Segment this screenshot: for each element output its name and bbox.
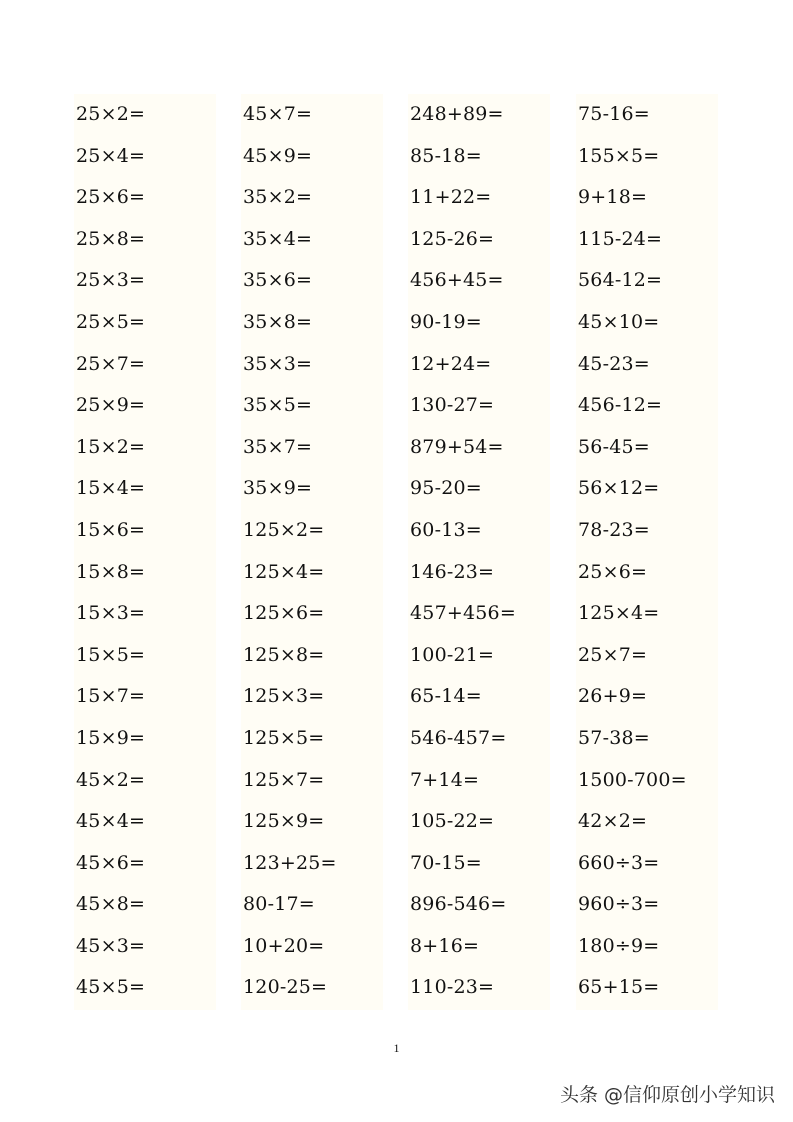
problem-item: 110-23=: [410, 976, 495, 999]
problem-item: 35×6=: [243, 269, 313, 292]
problem-item: 45×10=: [578, 310, 660, 333]
problem-item: 25×2=: [76, 103, 146, 125]
problem-item: 125×8=: [243, 643, 325, 666]
problem-item: 95-20=: [410, 477, 482, 500]
problem-item: 90-19=: [410, 310, 482, 333]
problem-item: 100-21=: [410, 643, 495, 666]
problem-item: 42×2=: [578, 810, 648, 833]
problem-item: 75-16=: [578, 103, 650, 125]
problem-item: 15×9=: [76, 726, 146, 749]
problem-item: 115-24=: [578, 227, 663, 250]
problem-item: 35×3=: [243, 352, 313, 375]
problem-item: 546-457=: [410, 726, 507, 749]
problem-item: 35×9=: [243, 477, 313, 500]
problem-item: 12+24=: [410, 352, 492, 375]
problem-item: 660÷3=: [578, 851, 660, 874]
problem-item: 180÷9=: [578, 934, 660, 957]
problem-item: 25×3=: [76, 269, 146, 292]
problem-item: 15×6=: [76, 518, 146, 541]
problem-item: 7+14=: [410, 768, 480, 791]
problem-item: 10+20=: [243, 934, 325, 957]
problem-item: 11+22=: [410, 186, 492, 209]
problem-item: 25×7=: [76, 352, 146, 375]
problem-item: 80-17=: [243, 893, 315, 916]
problem-item: 25×7=: [578, 643, 648, 666]
problem-item: 45×8=: [76, 893, 146, 916]
problem-item: 26+9=: [578, 685, 648, 708]
problem-item: 45×3=: [76, 934, 146, 957]
problem-item: 78-23=: [578, 518, 650, 541]
problem-item: 125×7=: [243, 768, 325, 791]
problem-item: 45×6=: [76, 851, 146, 874]
problem-item: 1500-700=: [578, 768, 687, 791]
problem-item: 15×8=: [76, 560, 146, 583]
problem-item: 125×4=: [578, 602, 660, 625]
problem-item: 130-27=: [410, 394, 495, 417]
problem-item: 85-18=: [410, 144, 482, 167]
problem-item: 45×7=: [243, 103, 313, 125]
problem-item: 45×2=: [76, 768, 146, 791]
problem-item: 457+456=: [410, 602, 516, 625]
problem-item: 456+45=: [410, 269, 504, 292]
problem-item: 35×8=: [243, 310, 313, 333]
problem-item: 25×8=: [76, 227, 146, 250]
problem-item: 125×9=: [243, 810, 325, 833]
problem-item: 15×7=: [76, 685, 146, 708]
problem-item: 105-22=: [410, 810, 495, 833]
problem-item: 125×3=: [243, 685, 325, 708]
problem-item: 248+89=: [410, 103, 504, 125]
problem-column-3: [408, 94, 550, 1010]
problem-item: 125×6=: [243, 602, 325, 625]
problem-item: 60-13=: [410, 518, 482, 541]
problem-item: 65-14=: [410, 685, 482, 708]
problem-item: 896-546=: [410, 893, 507, 916]
problem-item: 70-15=: [410, 851, 482, 874]
problem-item: 35×5=: [243, 394, 313, 417]
problem-item: 56×12=: [578, 477, 660, 500]
problem-item: 15×4=: [76, 477, 146, 500]
problem-item: 125×2=: [243, 518, 325, 541]
problem-column-1: [74, 94, 216, 1010]
problem-item: 25×4=: [76, 144, 146, 167]
problem-item: 25×6=: [578, 560, 648, 583]
problem-item: 960÷3=: [578, 893, 660, 916]
problem-item: 15×2=: [76, 435, 146, 458]
problem-item: 25×9=: [76, 394, 146, 417]
problem-item: 120-25=: [243, 976, 328, 999]
problem-item: 45×5=: [76, 976, 146, 999]
problem-item: 56-45=: [578, 435, 650, 458]
problem-item: 65+15=: [578, 976, 660, 999]
problem-item: 45×4=: [76, 810, 146, 833]
problem-item: 15×3=: [76, 602, 146, 625]
problem-item: 25×6=: [76, 186, 146, 209]
problem-item: 35×4=: [243, 227, 313, 250]
problem-column-2: [241, 94, 383, 1010]
problem-item: 123+25=: [243, 851, 337, 874]
source-watermark: 头条 @信仰原创小学知识: [559, 1084, 775, 1106]
problem-item: 35×7=: [243, 435, 313, 458]
problem-item: 15×5=: [76, 643, 146, 666]
problem-column-4: [576, 94, 718, 1010]
problem-item: 9+18=: [578, 186, 648, 209]
page-number: 1: [393, 1041, 400, 1055]
problem-item: 35×2=: [243, 186, 313, 209]
problem-item: 146-23=: [410, 560, 495, 583]
problem-item: 45-23=: [578, 352, 650, 375]
problem-item: 45×9=: [243, 144, 313, 167]
problem-item: 25×5=: [76, 310, 146, 333]
problem-item: 456-12=: [578, 394, 663, 417]
problem-item: 125-26=: [410, 227, 495, 250]
problem-item: 564-12=: [578, 269, 663, 292]
problem-item: 155×5=: [578, 144, 660, 167]
problem-item: 125×4=: [243, 560, 325, 583]
problem-item: 8+16=: [410, 934, 480, 957]
problem-item: 57-38=: [578, 726, 650, 749]
problem-item: 125×5=: [243, 726, 325, 749]
problem-item: 879+54=: [410, 435, 504, 458]
